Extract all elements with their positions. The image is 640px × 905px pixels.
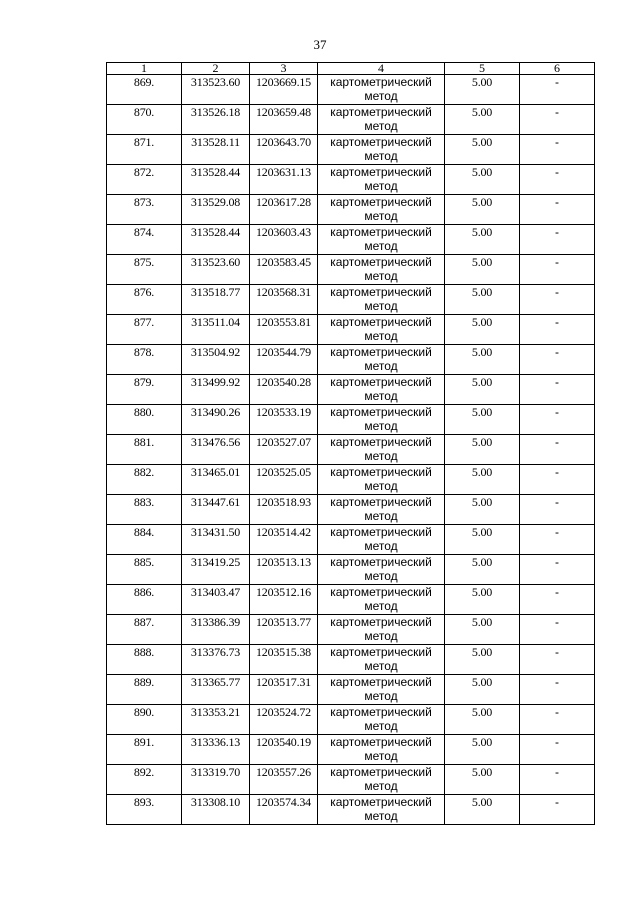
note-cell: - (520, 375, 595, 405)
method-cell (318, 255, 445, 285)
point-number-cell: 887. (107, 615, 182, 645)
method-cell (318, 555, 445, 585)
table-row (107, 435, 595, 465)
y-coordinate-cell: 1203603.43 (250, 225, 318, 255)
x-coordinate-cell: 313499.92 (182, 375, 250, 405)
note-cell: - (520, 645, 595, 675)
note-cell: - (520, 135, 595, 165)
accuracy-cell: 5.00 (445, 675, 520, 705)
point-number-cell: 880. (107, 405, 182, 435)
point-number-cell: 873. (107, 195, 182, 225)
table-row (107, 705, 595, 735)
point-number-cell: 872. (107, 165, 182, 195)
method-line-1: картометрический (330, 315, 432, 329)
x-coordinate-cell: 313529.08 (182, 195, 250, 225)
method-line-1: картометрический (330, 75, 432, 89)
method-line-2: метод (364, 599, 398, 613)
x-coordinate-cell: 313353.21 (182, 705, 250, 735)
method-line-2: метод (364, 689, 398, 703)
column-header-2: 2 (182, 63, 250, 75)
accuracy-cell: 5.00 (445, 525, 520, 555)
y-coordinate-cell: 1203525.05 (250, 465, 318, 495)
x-coordinate-cell: 313431.50 (182, 525, 250, 555)
note-cell: - (520, 225, 595, 255)
x-coordinate-cell: 313504.92 (182, 345, 250, 375)
y-coordinate-cell: 1203524.72 (250, 705, 318, 735)
point-number-cell: 883. (107, 495, 182, 525)
method-line-1: картометрический (330, 105, 432, 119)
x-coordinate-cell: 313365.77 (182, 675, 250, 705)
table-row (107, 465, 595, 495)
method-line-2: метод (364, 719, 398, 733)
table-row (107, 765, 595, 795)
method-line-1: картометрический (330, 345, 432, 359)
x-coordinate-cell: 313523.60 (182, 255, 250, 285)
point-number-cell: 876. (107, 285, 182, 315)
method-line-1: картометрический (330, 675, 432, 689)
table-row (107, 375, 595, 405)
note-cell: - (520, 105, 595, 135)
method-line-2: метод (364, 659, 398, 673)
method-cell (318, 75, 445, 105)
point-number-cell: 874. (107, 225, 182, 255)
note-cell: - (520, 795, 595, 825)
method-line-1: картометрический (330, 195, 432, 209)
table-row (107, 675, 595, 705)
method-cell (318, 225, 445, 255)
table-row (107, 195, 595, 225)
method-cell (318, 195, 445, 225)
note-cell: - (520, 315, 595, 345)
method-cell (318, 345, 445, 375)
x-coordinate-cell: 313490.26 (182, 405, 250, 435)
y-coordinate-cell: 1203669.15 (250, 75, 318, 105)
method-line-2: метод (364, 179, 398, 193)
point-number-cell: 884. (107, 525, 182, 555)
x-coordinate-cell: 313476.56 (182, 435, 250, 465)
y-coordinate-cell: 1203517.31 (250, 675, 318, 705)
note-cell: - (520, 555, 595, 585)
page-number: 37 (313, 37, 327, 52)
table-row (107, 585, 595, 615)
x-coordinate-cell: 313511.04 (182, 315, 250, 345)
method-line-2: метод (364, 419, 398, 433)
y-coordinate-cell: 1203540.19 (250, 735, 318, 765)
point-number-cell: 875. (107, 255, 182, 285)
table-row (107, 345, 595, 375)
y-coordinate-cell: 1203513.13 (250, 555, 318, 585)
method-line-2: метод (364, 119, 398, 133)
x-coordinate-cell: 313465.01 (182, 465, 250, 495)
accuracy-cell: 5.00 (445, 735, 520, 765)
table-row (107, 225, 595, 255)
method-line-2: метод (364, 569, 398, 583)
x-coordinate-cell: 313518.77 (182, 285, 250, 315)
column-header-3: 3 (250, 63, 318, 75)
method-cell (318, 435, 445, 465)
method-line-2: метод (364, 299, 398, 313)
accuracy-cell: 5.00 (445, 285, 520, 315)
point-number-cell: 871. (107, 135, 182, 165)
table-row (107, 315, 595, 345)
x-coordinate-cell: 313528.11 (182, 135, 250, 165)
method-cell (318, 705, 445, 735)
method-line-1: картометрический (330, 285, 432, 299)
table-row (107, 75, 595, 105)
method-cell (318, 405, 445, 435)
y-coordinate-cell: 1203643.70 (250, 135, 318, 165)
method-line-1: картометрический (330, 765, 432, 779)
method-line-2: метод (364, 359, 398, 373)
method-line-2: метод (364, 629, 398, 643)
method-line-1: картометрический (330, 375, 432, 389)
accuracy-cell: 5.00 (445, 555, 520, 585)
method-cell (318, 735, 445, 765)
method-line-1: картометрический (330, 615, 432, 629)
method-line-2: метод (364, 239, 398, 253)
method-line-2: метод (364, 539, 398, 553)
y-coordinate-cell: 1203518.93 (250, 495, 318, 525)
point-number-cell: 885. (107, 555, 182, 585)
y-coordinate-cell: 1203583.45 (250, 255, 318, 285)
table-header (107, 63, 595, 75)
method-line-2: метод (364, 749, 398, 763)
method-cell (318, 525, 445, 555)
note-cell: - (520, 255, 595, 285)
method-line-1: картометрический (330, 255, 432, 269)
table-row (107, 525, 595, 555)
note-cell: - (520, 705, 595, 735)
y-coordinate-cell: 1203631.13 (250, 165, 318, 195)
column-header-5: 5 (445, 63, 520, 75)
point-number-cell: 882. (107, 465, 182, 495)
method-line-1: картометрический (330, 525, 432, 539)
method-line-2: метод (364, 449, 398, 463)
point-number-cell: 888. (107, 645, 182, 675)
accuracy-cell: 5.00 (445, 75, 520, 105)
method-line-1: картометрический (330, 585, 432, 599)
method-line-2: метод (364, 779, 398, 793)
accuracy-cell: 5.00 (445, 255, 520, 285)
table-row (107, 615, 595, 645)
y-coordinate-cell: 1203617.28 (250, 195, 318, 225)
note-cell: - (520, 585, 595, 615)
method-cell (318, 105, 445, 135)
method-line-2: метод (364, 509, 398, 523)
method-cell (318, 765, 445, 795)
method-cell (318, 165, 445, 195)
x-coordinate-cell: 313319.70 (182, 765, 250, 795)
method-line-2: метод (364, 389, 398, 403)
method-line-1: картометрический (330, 735, 432, 749)
method-line-2: метод (364, 209, 398, 223)
accuracy-cell: 5.00 (445, 705, 520, 735)
accuracy-cell: 5.00 (445, 615, 520, 645)
method-line-1: картометрический (330, 645, 432, 659)
table-body (107, 75, 595, 825)
table-row (107, 135, 595, 165)
header-row (107, 63, 595, 75)
note-cell: - (520, 615, 595, 645)
accuracy-cell: 5.00 (445, 495, 520, 525)
method-line-1: картометрический (330, 795, 432, 809)
note-cell: - (520, 495, 595, 525)
method-line-2: метод (364, 809, 398, 823)
method-line-1: картометрический (330, 135, 432, 149)
method-line-1: картометрический (330, 165, 432, 179)
accuracy-cell: 5.00 (445, 465, 520, 495)
x-coordinate-cell: 313386.39 (182, 615, 250, 645)
method-line-1: картометрический (330, 465, 432, 479)
y-coordinate-cell: 1203553.81 (250, 315, 318, 345)
accuracy-cell: 5.00 (445, 585, 520, 615)
accuracy-cell: 5.00 (445, 105, 520, 135)
table-row (107, 165, 595, 195)
y-coordinate-cell: 1203557.26 (250, 765, 318, 795)
accuracy-cell: 5.00 (445, 435, 520, 465)
y-coordinate-cell: 1203540.28 (250, 375, 318, 405)
note-cell: - (520, 465, 595, 495)
note-cell: - (520, 345, 595, 375)
note-cell: - (520, 675, 595, 705)
method-line-2: метод (364, 149, 398, 163)
accuracy-cell: 5.00 (445, 345, 520, 375)
x-coordinate-cell: 313526.18 (182, 105, 250, 135)
column-header-6: 6 (520, 63, 595, 75)
table-row (107, 555, 595, 585)
x-coordinate-cell: 313528.44 (182, 165, 250, 195)
x-coordinate-cell: 313419.25 (182, 555, 250, 585)
x-coordinate-cell: 313447.61 (182, 495, 250, 525)
y-coordinate-cell: 1203574.34 (250, 795, 318, 825)
method-line-2: метод (364, 479, 398, 493)
accuracy-cell: 5.00 (445, 375, 520, 405)
y-coordinate-cell: 1203533.19 (250, 405, 318, 435)
point-number-cell: 877. (107, 315, 182, 345)
accuracy-cell: 5.00 (445, 765, 520, 795)
method-line-1: картометрический (330, 705, 432, 719)
point-number-cell: 869. (107, 75, 182, 105)
method-line-1: картометрический (330, 225, 432, 239)
note-cell: - (520, 435, 595, 465)
note-cell: - (520, 525, 595, 555)
method-line-1: картометрический (330, 405, 432, 419)
method-cell (318, 675, 445, 705)
method-cell (318, 315, 445, 345)
y-coordinate-cell: 1203659.48 (250, 105, 318, 135)
method-cell (318, 615, 445, 645)
x-coordinate-cell: 313403.47 (182, 585, 250, 615)
y-coordinate-cell: 1203568.31 (250, 285, 318, 315)
method-cell (318, 285, 445, 315)
method-cell (318, 495, 445, 525)
y-coordinate-cell: 1203527.07 (250, 435, 318, 465)
method-cell (318, 465, 445, 495)
accuracy-cell: 5.00 (445, 195, 520, 225)
table-row (107, 105, 595, 135)
x-coordinate-cell: 313308.10 (182, 795, 250, 825)
method-line-1: картометрический (330, 555, 432, 569)
x-coordinate-cell: 313523.60 (182, 75, 250, 105)
table-row (107, 255, 595, 285)
table-row (107, 405, 595, 435)
point-number-cell: 886. (107, 585, 182, 615)
method-line-2: метод (364, 269, 398, 283)
method-line-1: картометрический (330, 435, 432, 449)
note-cell: - (520, 765, 595, 795)
point-number-cell: 891. (107, 735, 182, 765)
point-number-cell: 893. (107, 795, 182, 825)
y-coordinate-cell: 1203513.77 (250, 615, 318, 645)
x-coordinate-cell: 313376.73 (182, 645, 250, 675)
coordinates-table (106, 62, 595, 825)
note-cell: - (520, 195, 595, 225)
note-cell: - (520, 735, 595, 765)
table-row (107, 285, 595, 315)
accuracy-cell: 5.00 (445, 225, 520, 255)
y-coordinate-cell: 1203512.16 (250, 585, 318, 615)
accuracy-cell: 5.00 (445, 795, 520, 825)
accuracy-cell: 5.00 (445, 165, 520, 195)
method-cell (318, 795, 445, 825)
point-number-cell: 889. (107, 675, 182, 705)
method-cell (318, 585, 445, 615)
method-line-2: метод (364, 329, 398, 343)
column-header-1: 1 (107, 63, 182, 75)
y-coordinate-cell: 1203514.42 (250, 525, 318, 555)
accuracy-cell: 5.00 (445, 645, 520, 675)
point-number-cell: 878. (107, 345, 182, 375)
table-row (107, 495, 595, 525)
table-row (107, 735, 595, 765)
x-coordinate-cell: 313336.13 (182, 735, 250, 765)
point-number-cell: 870. (107, 105, 182, 135)
column-header-4: 4 (318, 63, 445, 75)
note-cell: - (520, 165, 595, 195)
accuracy-cell: 5.00 (445, 315, 520, 345)
point-number-cell: 881. (107, 435, 182, 465)
accuracy-cell: 5.00 (445, 135, 520, 165)
accuracy-cell: 5.00 (445, 405, 520, 435)
x-coordinate-cell: 313528.44 (182, 225, 250, 255)
note-cell: - (520, 75, 595, 105)
y-coordinate-cell: 1203515.38 (250, 645, 318, 675)
method-cell (318, 645, 445, 675)
point-number-cell: 879. (107, 375, 182, 405)
method-cell (318, 135, 445, 165)
method-line-2: метод (364, 89, 398, 103)
y-coordinate-cell: 1203544.79 (250, 345, 318, 375)
method-line-1: картометрический (330, 495, 432, 509)
table-row (107, 795, 595, 825)
note-cell: - (520, 285, 595, 315)
point-number-cell: 892. (107, 765, 182, 795)
method-cell (318, 375, 445, 405)
note-cell: - (520, 405, 595, 435)
table-row (107, 645, 595, 675)
point-number-cell: 890. (107, 705, 182, 735)
